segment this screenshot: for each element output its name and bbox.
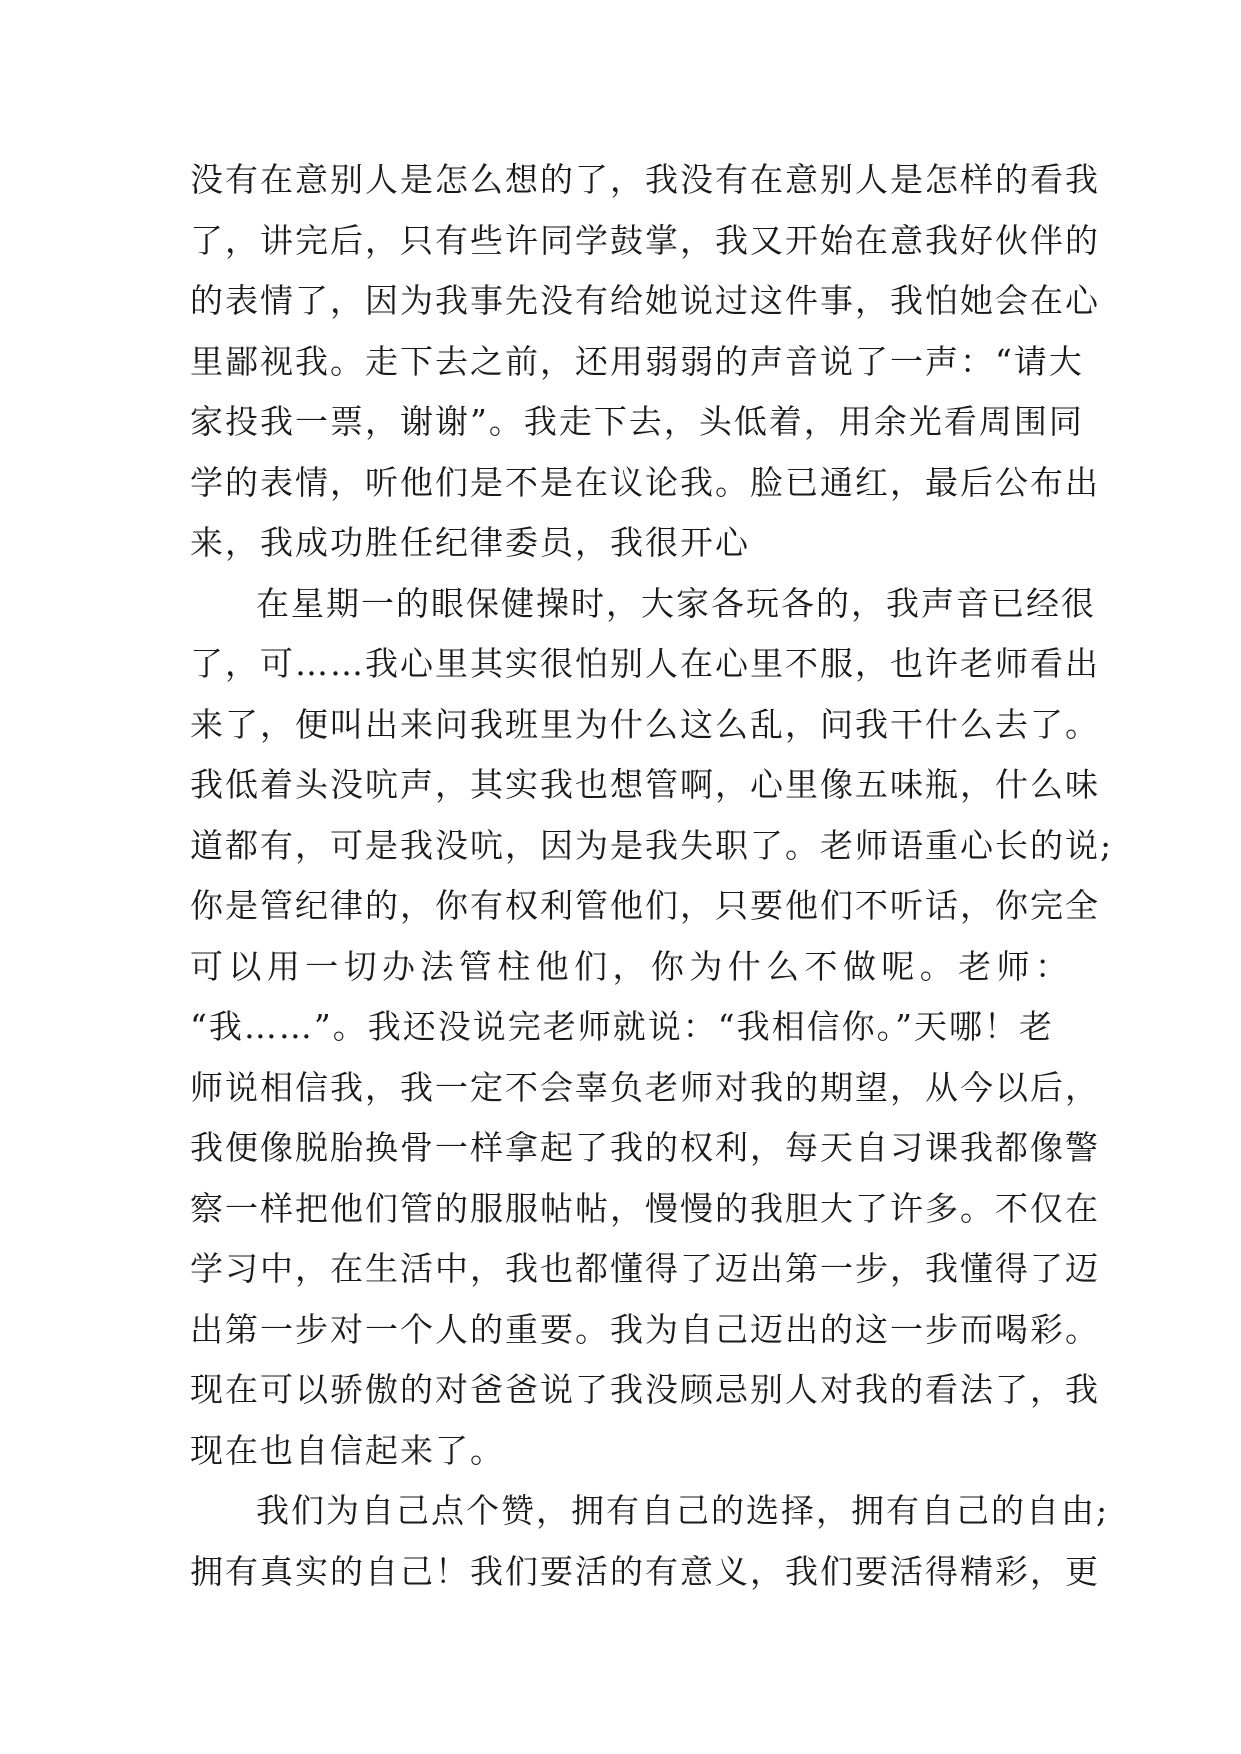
paragraph-3 xyxy=(190,1481,1110,1602)
paragraph-2 xyxy=(190,574,1114,1482)
text-line: 学的表情，听他们是不是在议论我。脸已通红，最后公布出 xyxy=(190,462,1100,502)
text-line: 来，我成功胜任纪律委员，我很开心 xyxy=(190,523,750,562)
text-line: 可以用一切办法管柱他们，你为什么不做呢。老师： xyxy=(190,946,1070,986)
text-line: 没有在意别人是怎么想的了，我没有在意别人是怎样的看我 xyxy=(190,160,1100,199)
text-line: 师说相信我，我一定不会辜负老师对我的期望，从今以后， xyxy=(190,1067,1100,1107)
text-line: 察一样把他们管的服服帖帖，慢慢的我胆大了许多。不仅在 xyxy=(190,1188,1100,1228)
text-line: 家投我一票，谢谢”。我走下去，头低着，用余光看周围同 xyxy=(190,402,1084,441)
text-line: 现在也自信起来了。 xyxy=(190,1430,505,1470)
paragraph-1 xyxy=(190,150,1100,574)
text-line: 的表情了，因为我事先没有给她说过这件事，我怕她会在心 xyxy=(190,281,1100,320)
text-line: 出第一步对一个人的重要。我为自己迈出的这一步而喝彩。 xyxy=(190,1309,1100,1349)
text-line: 来了，便叫出来问我班里为什么这么乱，问我干什么去了。 xyxy=(190,704,1100,744)
text-line: 现在可以骄傲的对爸爸说了我没顾忌别人对我的看法了，我 xyxy=(190,1370,1100,1409)
text-line: 我们为自己点个赞，拥有自己的选择，拥有自己的自由; xyxy=(256,1491,1110,1530)
text-line: 我低着头没吭声，其实我也想管啊，心里像五味瓶，什么味 xyxy=(190,765,1100,804)
text-line: 你是管纪律的，你有权利管他们，只要他们不听话，你完全 xyxy=(190,886,1100,925)
text-line: 拥有真实的自己！我们要活的有意义，我们要活得精彩，更 xyxy=(190,1551,1100,1591)
text-line: “我……”。我还没说完老师就说：“我相信你。”天哪！老 xyxy=(190,1007,1054,1046)
text-line: 在星期一的眼保健操时，大家各玩各的，我声音已经很 xyxy=(256,583,1096,623)
text-line: 了，讲完后，只有些许同学鼓掌，我又开始在意我好伙伴的 xyxy=(190,220,1100,260)
text-line: 道都有，可是我没吭，因为是我失职了。老师语重心长的说; xyxy=(190,825,1114,865)
text-line: 学习中，在生活中，我也都懂得了迈出第一步，我懂得了迈 xyxy=(190,1249,1100,1288)
text-line: 里鄙视我。走下去之前，还用弱弱的声音说了一声：“请大 xyxy=(190,341,1084,381)
text-line: 了，可……我心里其实很怕别人在心里不服，也许老师看出 xyxy=(190,644,1100,683)
text-line: 我便像脱胎换骨一样拿起了我的权利，每天自习课我都像警 xyxy=(190,1128,1100,1167)
document-body xyxy=(190,150,1114,1602)
